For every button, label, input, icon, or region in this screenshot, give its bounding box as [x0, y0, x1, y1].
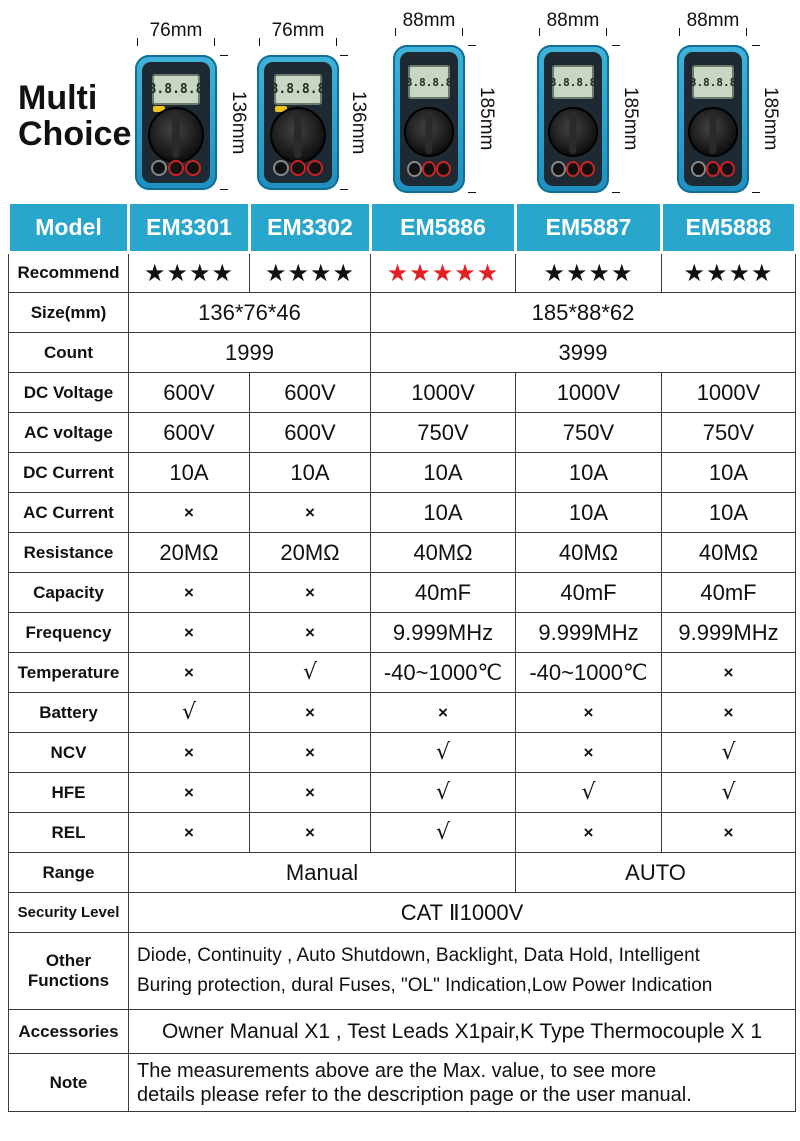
row-label: Range [9, 853, 129, 893]
table-cell: 185*88*62 [371, 293, 796, 333]
row-label: Size(mm) [9, 293, 129, 333]
table-cell: 10A [662, 453, 796, 493]
rating-stars-highlight: ★★★★★ [371, 253, 516, 293]
table-row [9, 373, 796, 413]
table-cell: × [250, 773, 371, 813]
table-cell: × [516, 813, 662, 853]
row-label: Note [9, 1054, 129, 1112]
table-cell: CAT Ⅱ1000V [129, 893, 796, 933]
meter-4-image: 8.8.8.8 [537, 45, 609, 193]
table-cell: 40mF [516, 573, 662, 613]
table-cell: 40MΩ [516, 533, 662, 573]
table-cell: × [129, 613, 250, 653]
table-cell: 600V [129, 373, 250, 413]
table-row-count [9, 333, 796, 373]
table-row [9, 573, 796, 613]
table-row-other [9, 933, 796, 1010]
table-cell: 10A [129, 453, 250, 493]
meter-2-height-dim: 136mm [346, 55, 370, 190]
table-cell: 750V [516, 413, 662, 453]
table-cell: 600V [250, 413, 371, 453]
meter-1-image: 8.8.8.8 [135, 55, 217, 190]
table-row-note [9, 1054, 796, 1112]
table-cell: × [129, 493, 250, 533]
rating-stars: ★★★★ [250, 253, 371, 293]
table-cell: × [250, 733, 371, 773]
table-row [9, 453, 796, 493]
col-header-em3301: EM3301 [129, 203, 250, 253]
row-label: DC Current [9, 453, 129, 493]
row-label: Frequency [9, 613, 129, 653]
table-cell: √ [371, 733, 516, 773]
row-label: DC Voltage [9, 373, 129, 413]
table-cell: 10A [371, 493, 516, 533]
row-label: Capacity [9, 573, 129, 613]
table-cell: × [250, 813, 371, 853]
table-cell: Manual [129, 853, 516, 893]
row-label: Count [9, 333, 129, 373]
table-row-recommend [9, 253, 796, 293]
table-cell: × [129, 573, 250, 613]
table-cell: × [250, 613, 371, 653]
meter-5-image: 8.8.8.8 [677, 45, 749, 193]
table-cell: × [250, 573, 371, 613]
table-row-range [9, 853, 796, 893]
meter-3-width-dim: 88mm [395, 10, 463, 32]
table-cell: Diode, Continuity , Auto Shutdown, Backlight, Data Hold, Intelligent Buring protection, dural Fuses, "OL" Indication,Low Power Indication [129, 933, 796, 1010]
table-row [9, 493, 796, 533]
table-cell: × [516, 733, 662, 773]
table-cell: × [371, 693, 516, 733]
table-row [9, 533, 796, 573]
table-row-accessories [9, 1010, 796, 1054]
table-cell: 10A [250, 453, 371, 493]
table-cell: The measurements above are the Max. value, to see more details please refer to the description page or the user manual. [129, 1054, 796, 1112]
meter-4-width-dim: 88mm [539, 10, 607, 32]
table-cell: × [129, 733, 250, 773]
table-cell: × [129, 813, 250, 853]
table-cell: 10A [662, 493, 796, 533]
table-cell: 1000V [371, 373, 516, 413]
table-cell: 9.999MHz [662, 613, 796, 653]
row-label: Battery [9, 693, 129, 733]
meter-1-height-dim: 136mm [226, 55, 250, 190]
table-cell: 10A [516, 453, 662, 493]
table-cell: × [516, 693, 662, 733]
table-cell: × [662, 653, 796, 693]
table-row [9, 813, 796, 853]
table-header-row [9, 203, 796, 253]
table-cell: -40~1000℃ [516, 653, 662, 693]
rating-stars: ★★★★ [662, 253, 796, 293]
table-cell: 3999 [371, 333, 796, 373]
rating-stars: ★★★★ [516, 253, 662, 293]
meter-5-width-dim: 88mm [679, 10, 747, 32]
row-label: Accessories [9, 1010, 129, 1054]
table-cell: 1000V [662, 373, 796, 413]
meter-5-height-dim: 185mm [758, 45, 782, 193]
table-cell: × [129, 773, 250, 813]
table-cell: √ [250, 653, 371, 693]
table-cell: 40mF [371, 573, 516, 613]
product-header [0, 0, 800, 200]
table-cell: 9.999MHz [371, 613, 516, 653]
table-cell: 9.999MHz [516, 613, 662, 653]
row-label: AC voltage [9, 413, 129, 453]
table-cell: AUTO [516, 853, 796, 893]
table-cell: 20MΩ [129, 533, 250, 573]
table-cell: 10A [371, 453, 516, 493]
table-cell: × [129, 653, 250, 693]
table-cell: 20MΩ [250, 533, 371, 573]
row-label: Security Level [9, 893, 129, 933]
table-cell: × [250, 493, 371, 533]
spec-rows [9, 373, 796, 853]
row-label: HFE [9, 773, 129, 813]
table-cell: 10A [516, 493, 662, 533]
table-cell: Owner Manual X1 , Test Leads X1pair,K Type Thermocouple X 1 [129, 1010, 796, 1054]
meter-3-height-dim: 185mm [474, 45, 498, 193]
meter-2-width-dim: 76mm [259, 20, 337, 42]
table-cell: 600V [250, 373, 371, 413]
row-label: NCV [9, 733, 129, 773]
table-row [9, 733, 796, 773]
col-header-em5888: EM5888 [662, 203, 796, 253]
table-cell: 750V [371, 413, 516, 453]
col-header-model: Model [9, 203, 129, 253]
spec-table [7, 201, 797, 1112]
page-title: Multi Choice [18, 79, 132, 153]
meter-3-image: 8.8.8.8 [393, 45, 465, 193]
table-cell: √ [662, 773, 796, 813]
table-cell: √ [662, 733, 796, 773]
meter-1-width-dim: 76mm [137, 20, 215, 42]
table-cell: 1999 [129, 333, 371, 373]
col-header-em3302: EM3302 [250, 203, 371, 253]
table-cell: 600V [129, 413, 250, 453]
table-cell: √ [129, 693, 250, 733]
table-cell: × [662, 693, 796, 733]
table-cell: -40~1000℃ [371, 653, 516, 693]
row-label: Recommend [9, 253, 129, 293]
table-cell: 1000V [516, 373, 662, 413]
meter-4-height-dim: 185mm [618, 45, 642, 193]
table-cell: × [662, 813, 796, 853]
table-row [9, 693, 796, 733]
table-cell: √ [516, 773, 662, 813]
row-label: Other Functions [9, 933, 129, 1010]
col-header-em5886: EM5886 [371, 203, 516, 253]
table-row-security [9, 893, 796, 933]
table-cell: 40mF [662, 573, 796, 613]
col-header-em5887: EM5887 [516, 203, 662, 253]
table-cell: 40MΩ [371, 533, 516, 573]
table-row [9, 413, 796, 453]
table-cell: √ [371, 813, 516, 853]
table-cell: 136*76*46 [129, 293, 371, 333]
table-row-size [9, 293, 796, 333]
row-label: Temperature [9, 653, 129, 693]
table-cell: 750V [662, 413, 796, 453]
table-cell: × [250, 693, 371, 733]
table-row [9, 613, 796, 653]
row-label: Resistance [9, 533, 129, 573]
rating-stars: ★★★★ [129, 253, 250, 293]
meter-2-image: 8.8.8.8 [257, 55, 339, 190]
row-label: REL [9, 813, 129, 853]
table-cell: √ [371, 773, 516, 813]
table-row [9, 773, 796, 813]
row-label: AC Current [9, 493, 129, 533]
table-row [9, 653, 796, 693]
table-cell: 40MΩ [662, 533, 796, 573]
